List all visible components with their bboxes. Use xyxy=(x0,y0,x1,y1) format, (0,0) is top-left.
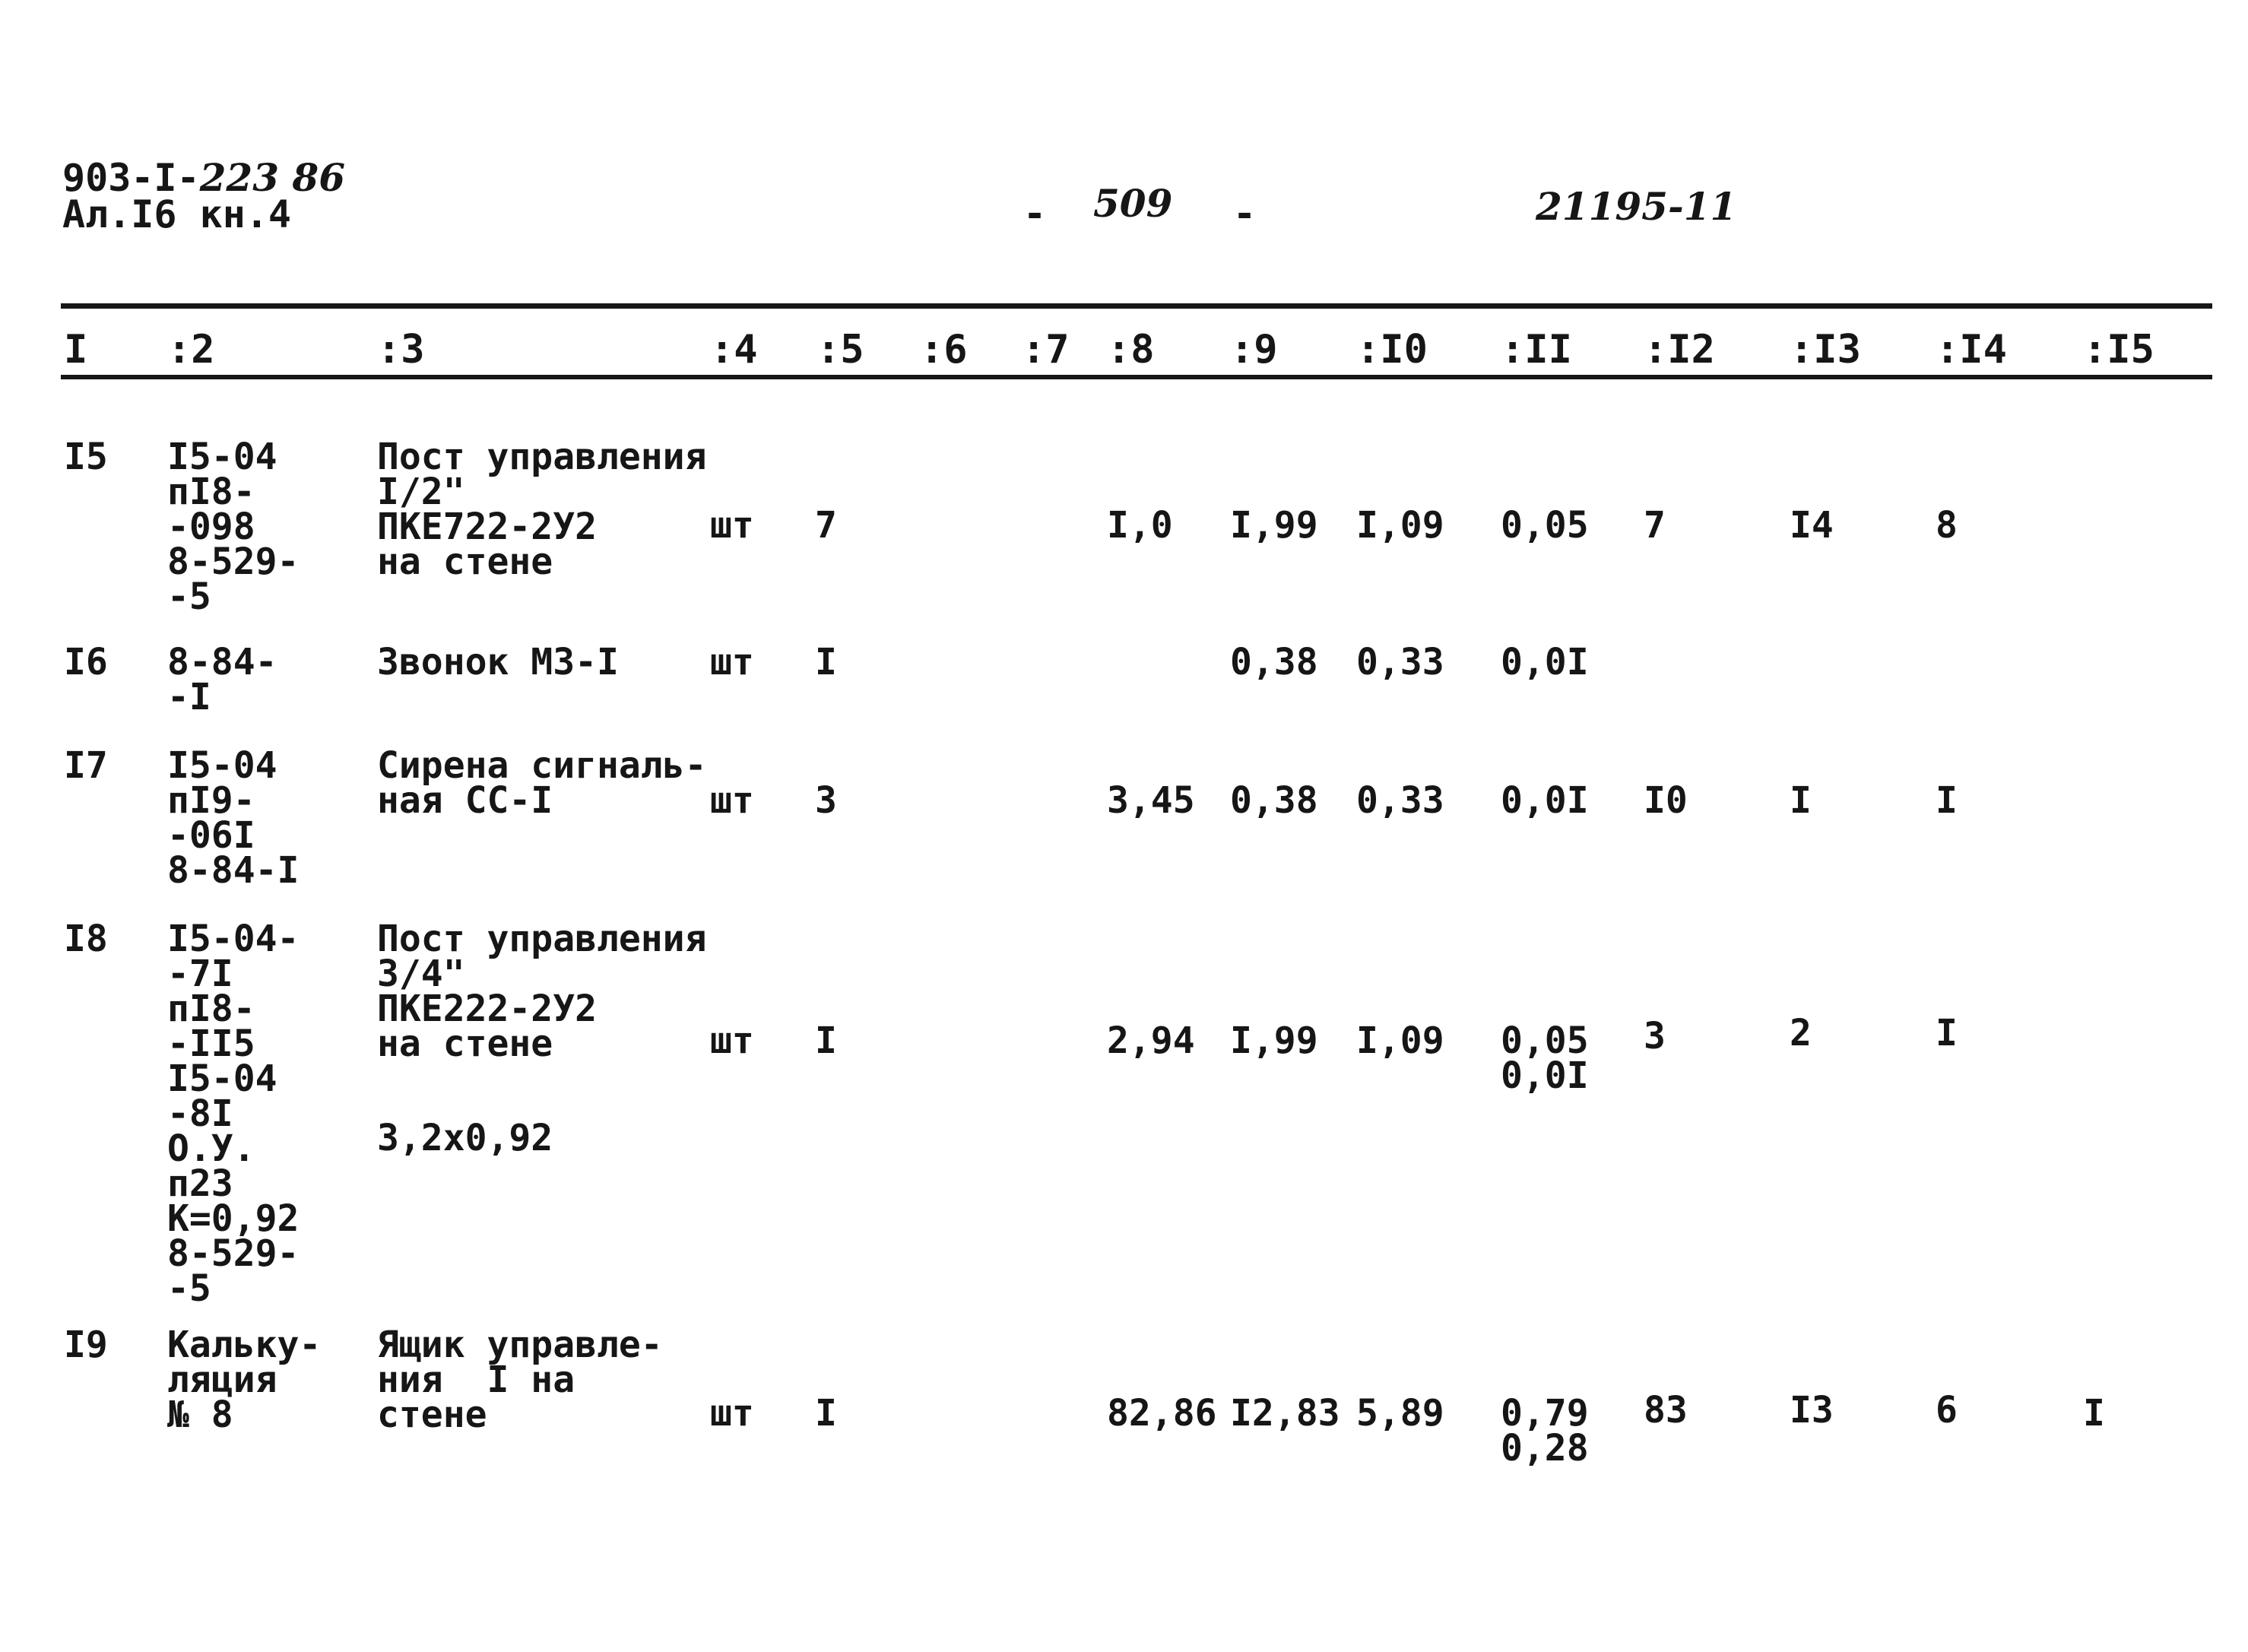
row-col13: I3 xyxy=(1790,1389,1834,1432)
row-quantity: I xyxy=(815,641,837,683)
row-col11: 0,0I xyxy=(1501,779,1589,822)
row-number: I9 xyxy=(64,1324,108,1366)
row-quantity: I xyxy=(815,1392,837,1435)
table-header-rule xyxy=(61,375,2212,379)
row-col13: I4 xyxy=(1790,504,1834,547)
row-col12: I0 xyxy=(1644,779,1688,822)
column-header-1: I xyxy=(64,327,88,373)
row-name: Пост управления I/2" ПКЕ722-2У2 на стене xyxy=(377,436,707,583)
row-col12: 83 xyxy=(1644,1389,1688,1432)
column-header-14: :I4 xyxy=(1936,327,2007,373)
row-col10: I,09 xyxy=(1356,1019,1444,1062)
row-unit: шт xyxy=(710,641,754,683)
column-header-11: :II xyxy=(1501,327,1572,373)
page-number: 509 xyxy=(1093,181,1173,226)
row-col10: 0,33 xyxy=(1356,641,1444,683)
row-col8: 3,45 xyxy=(1107,779,1195,822)
row-name: Сирена сигналь- ная СС-I xyxy=(377,744,707,822)
column-header-13: :I3 xyxy=(1790,327,1861,373)
column-header-2: :2 xyxy=(167,327,215,373)
row-col14: I xyxy=(1936,779,1958,822)
row-col13: 2 xyxy=(1790,1012,1812,1054)
row-name: Пост управления 3/4" ПКЕ222-2У2 на стене xyxy=(377,918,707,1065)
row-number: I8 xyxy=(64,918,108,960)
row-col8: 82,86 xyxy=(1107,1392,1217,1435)
page-number-dash-left: - xyxy=(1023,192,1047,236)
row-code: 8-84- -I xyxy=(167,641,277,718)
column-header-15: :I5 xyxy=(2083,327,2154,373)
column-header-6: :6 xyxy=(920,327,968,373)
column-header-5: :5 xyxy=(816,327,864,373)
row-col9: I2,83 xyxy=(1230,1392,1340,1435)
row-name: Звонок МЗ-I xyxy=(377,641,619,683)
row-unit: шт xyxy=(710,1392,754,1435)
row-unit: шт xyxy=(710,1019,754,1062)
column-header-8: :8 xyxy=(1107,327,1155,373)
row-col11: 0,0I xyxy=(1501,641,1589,683)
row-unit: шт xyxy=(710,504,754,547)
row-code: I5-04 пI9- -06I 8-84-I xyxy=(167,744,300,892)
row-col15: I xyxy=(2083,1392,2105,1435)
row-col11: 0,79 0,28 xyxy=(1501,1392,1589,1470)
row-unit: шт xyxy=(710,779,754,822)
row-code: Кальку- ляция № 8 xyxy=(167,1324,322,1436)
document-code-handwritten: 223 86 xyxy=(199,155,345,200)
row-number: I6 xyxy=(64,641,108,683)
row-col12: 3 xyxy=(1644,1015,1666,1057)
document-number: 21195-11 xyxy=(1536,184,1737,229)
table-top-rule xyxy=(61,303,2212,309)
row-col11: 0,05 0,0I xyxy=(1501,1019,1589,1097)
row-number: I5 xyxy=(64,436,108,478)
row-col10: 5,89 xyxy=(1356,1392,1444,1435)
column-header-7: :7 xyxy=(1022,327,1070,373)
row-col11: 0,05 xyxy=(1501,504,1589,547)
row-name: Ящик управле- ния I на стене xyxy=(377,1324,663,1436)
row-name-extra: 3,2х0,92 xyxy=(377,1117,553,1159)
row-quantity: 3 xyxy=(815,779,837,822)
row-col9: I,99 xyxy=(1230,1019,1318,1062)
row-col8: I,0 xyxy=(1107,504,1173,547)
column-header-4: :4 xyxy=(710,327,758,373)
column-header-9: :9 xyxy=(1230,327,1278,373)
row-col14: I xyxy=(1936,1012,1958,1054)
row-col13: I xyxy=(1790,779,1812,822)
row-code: I5-04- -7I пI8- -II5 I5-04 -8I О.У. п23 К=0,92 8-529- -5 xyxy=(167,918,300,1310)
row-number: I7 xyxy=(64,744,108,787)
document-code-prefix: 903-I- xyxy=(62,156,200,200)
album-book-line: Ал.I6 кн.4 xyxy=(62,192,292,236)
column-header-12: :I2 xyxy=(1644,327,1715,373)
row-col8: 2,94 xyxy=(1107,1019,1195,1062)
row-code: I5-04 пI8- -098 8-529- -5 xyxy=(167,436,300,618)
page-number-dash-right: - xyxy=(1233,192,1257,236)
column-header-10: :I0 xyxy=(1356,327,1428,373)
row-col12: 7 xyxy=(1644,504,1666,547)
row-col9: 0,38 xyxy=(1230,779,1318,822)
row-col14: 6 xyxy=(1936,1389,1958,1432)
row-col10: I,09 xyxy=(1356,504,1444,547)
row-quantity: I xyxy=(815,1019,837,1062)
row-col14: 8 xyxy=(1936,504,1958,547)
row-col10: 0,33 xyxy=(1356,779,1444,822)
row-col9: 0,38 xyxy=(1230,641,1318,683)
row-col9: I,99 xyxy=(1230,504,1318,547)
column-header-3: :3 xyxy=(377,327,425,373)
row-quantity: 7 xyxy=(815,504,837,547)
